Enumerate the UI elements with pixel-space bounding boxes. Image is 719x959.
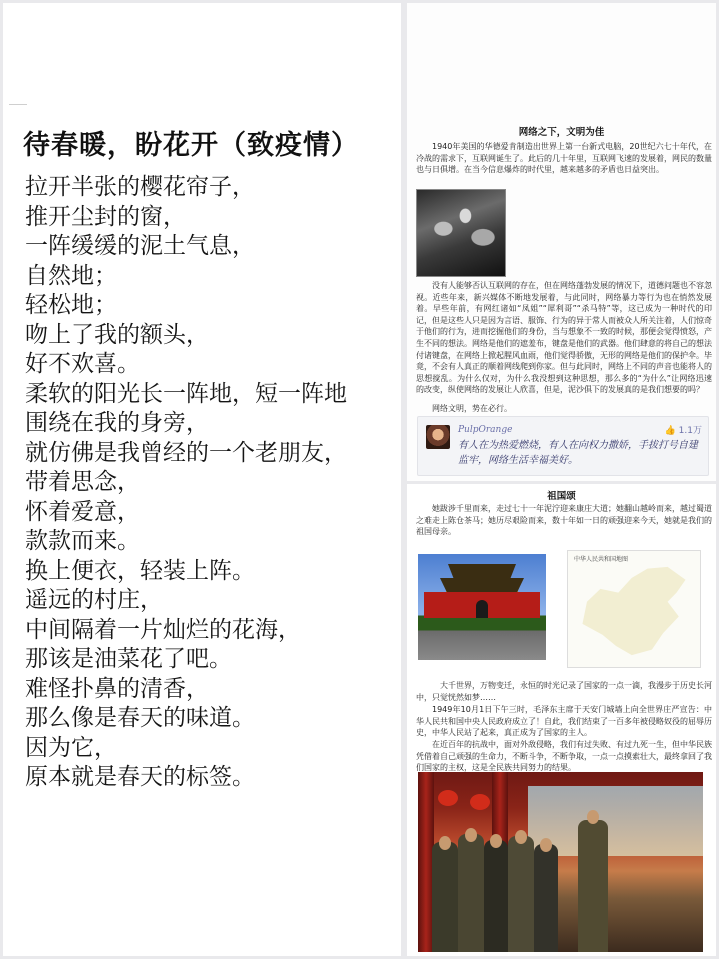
- map-title: 中华人民共和国地图: [574, 556, 629, 563]
- poem-line: 款款而来。: [25, 528, 140, 554]
- poem-line: 难怪扑鼻的清香，: [25, 675, 209, 702]
- poem-title: 待春暖，盼花开（致疫情）: [23, 130, 359, 161]
- article-paragraph: 没有人能够否认互联网的存在，但在网络蓬勃发展的情况下，道德问题也不容忽视。近些年来，新兴媒体不断地发展着，与此同时，网络暴力等行为也在悄然发展着。早些年前，有网红诸如“凤姐”“犀利哥”“杀马特”等，这已成为一种时代的印记，但是这些人只是因为言语、服饰、行为的异于常人而被众人所关注着，人们惊奇于他们的行为，进而挖掘他们的身份，当与想象不一致的时候，那便会觉得愤怒，产生不同的想法。网络是他们的遮羞布，键盘是他们的武器。他们肆意的将自己的想法付诸键盘，在网络上掀起腥风血雨，他们觉得骄傲，无形的网络是他们的保护伞。毕竟，不会有人真正的顺着网线爬到你家。但与此同时，网络上不同的声音也能将人的思想搅乱。为什么仅对，为什么我没想到这种思想，那么多的“为什么”让网络迅速的改变，纵使网络的发展让人欣喜，但是，泥沙俱下的发展真的是我们想要的吗？: [416, 281, 712, 395]
- article-paragraph: 1949年10月1日下午三时，毛泽东主席于天安门城墙上向全世界庄严宣告：中华人民共和国中央人民政府成立了！自此，我们结束了一百多年被侵略奴役的屈辱历史，中华人民站了起来，真正成为了国家的主人。: [416, 705, 712, 738]
- poem-line: 遥远的村庄，: [25, 587, 163, 613]
- article-paragraph: 1940年美国的华德爱肯制造出世界上第一台新式电脑，20世纪六七十年代，在冷战的需求下，互联网诞生了。此后的几十年里，互联网飞速的发展着，网民的数量也与日俱增。在当今信息爆炸的时代里，越来越多的矛盾也日益突出。: [416, 142, 712, 175]
- poem-line: 一阵缓缓的泥土气息，: [25, 233, 255, 259]
- poem-line: 换上便衣，轻装上阵。: [25, 557, 255, 584]
- article-paragraph: 网络文明，势在必行。: [432, 404, 512, 413]
- article-paragraph: 她跋涉千里而来，走过七十一年泥泞迎来康庄大道；她翻山越岭而来，越过蜀道之难走上陈仓茶马；她历尽艰险而来，数十年如一日的顽强迎来今天，她就是我们的祖国母亲。: [416, 504, 712, 537]
- poem-panel: [3, 3, 401, 956]
- avatar[interactable]: [426, 425, 450, 449]
- poem-line: 就仿佛是我曾经的一个老朋友，: [25, 439, 347, 466]
- poem-line: 中间隔着一片灿烂的花海，: [25, 616, 301, 643]
- poem-line: 吻上了我的额头，: [25, 321, 209, 348]
- poem-line: 那么像是春天的味道。: [25, 705, 255, 731]
- poem-line: 带着思念，: [25, 469, 140, 495]
- poem-line: 因为它，: [25, 734, 117, 761]
- poem-line: 那该是油菜花了吧。: [25, 646, 232, 672]
- poem-line: 原本就是春天的标签。: [25, 764, 255, 790]
- poem-line: 好不欢喜。: [25, 351, 140, 377]
- poem-line: 推开尘封的窗，: [25, 203, 186, 230]
- tiananmen-photo: [418, 554, 546, 660]
- china-map-image: [567, 550, 701, 668]
- map-land: [578, 565, 690, 657]
- comment-username[interactable]: PulpOrange: [458, 425, 513, 435]
- historical-photo: [416, 189, 506, 277]
- article-paragraph: 在近百年的抗战中，面对外敌侵略，我们有过失败、有过九死一生，但中华民族凭借着自己顽强的生命力，不断斗争，不断争取，一点一点摸索壮大，最终拿回了我们国家的主权，这是全民族共同努力的结果。: [416, 740, 712, 773]
- poem-line: 柔软的阳光长一阵地，短一阵地: [25, 380, 347, 407]
- like-count: 1.1万: [678, 426, 702, 436]
- poem-line: 围绕在我的身旁，: [25, 410, 209, 436]
- article-ode-to-motherland: [407, 484, 716, 956]
- comment-text: 有人在为热爱燃烧，有人在向权力撒娇，手拔打号自建监牢，网络生活幸福美好。: [458, 440, 698, 466]
- like-button[interactable]: [665, 423, 702, 436]
- comment-card: [417, 416, 709, 476]
- article-title: 网络之下，文明为佳: [518, 127, 605, 138]
- poem-line: 怀着爱意，: [25, 498, 140, 525]
- article-title: 祖国颂: [547, 491, 576, 502]
- poem-body: [25, 173, 397, 793]
- poem-line: 自然地；: [25, 262, 117, 289]
- article-network-civility: [407, 3, 716, 481]
- divider: [9, 104, 27, 105]
- poem-line: 轻松地；: [25, 292, 117, 318]
- article-paragraph: 大千世界，万物变迁，永恒的时光记录了国家的一点一滴，我漫步于历史长河中，只觉恍然如梦……: [416, 681, 712, 702]
- poem-line: 拉开半张的樱花帘子，: [25, 174, 255, 200]
- thumbs-up-icon: 👍: [664, 426, 676, 436]
- founding-ceremony-painting: [418, 772, 703, 952]
